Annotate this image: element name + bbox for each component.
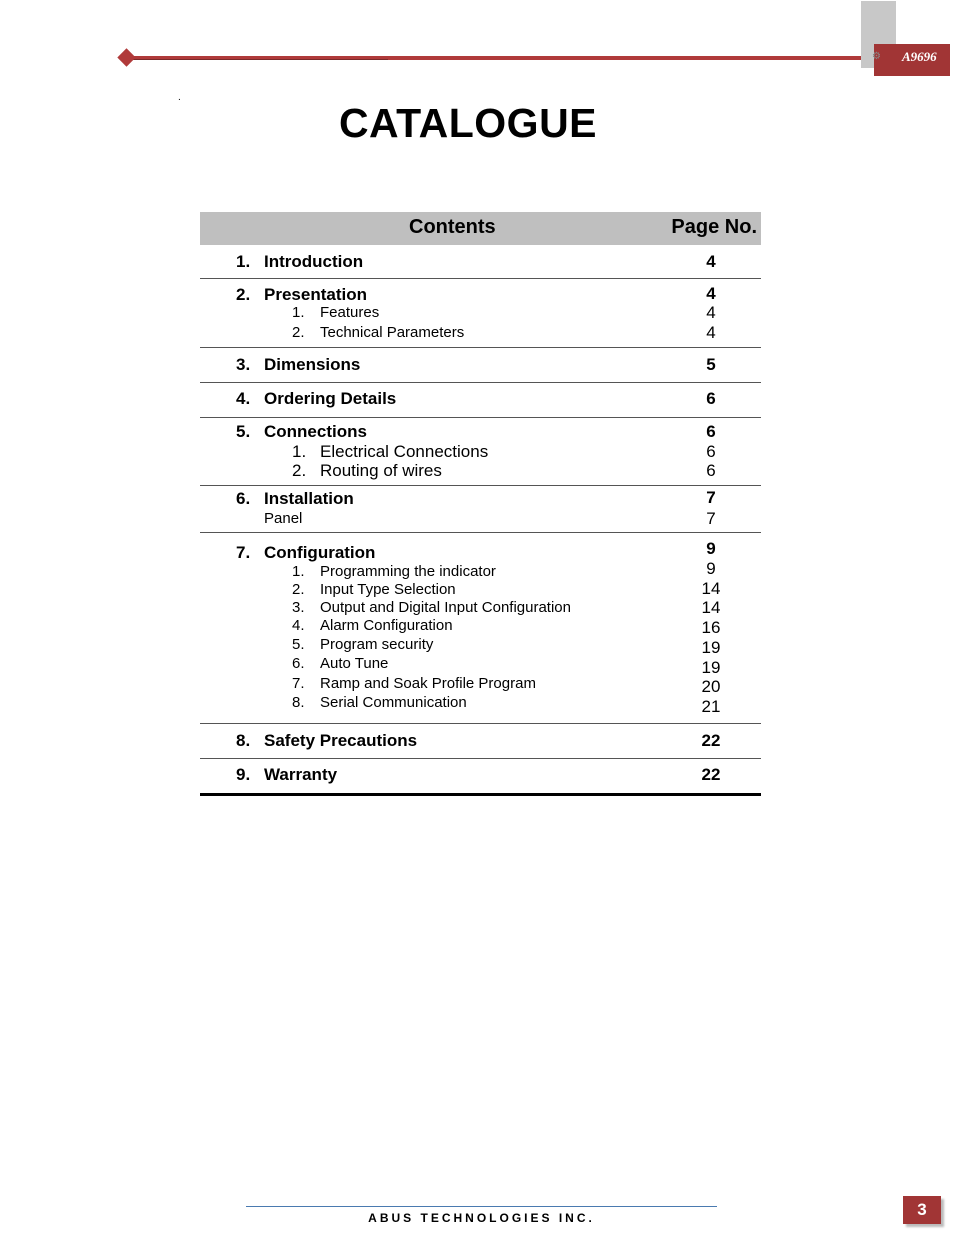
toc-row-safety-precautions[interactable] [200, 724, 761, 759]
toc-entry: 7. Configuration [236, 543, 376, 562]
header-rule-shadow [128, 59, 388, 60]
toc-subentry: 1. Programming the indicator [292, 563, 496, 580]
toc-subpage: 4 [706, 323, 716, 342]
toc-row-introduction[interactable] [200, 245, 761, 279]
toc-subpage: 14 [701, 598, 721, 617]
toc-header-contents: Contents [409, 216, 496, 238]
toc-subpage: 16 [701, 618, 721, 637]
toc-subentry: 8. Serial Communication [292, 694, 467, 711]
toc-subpage: 6 [706, 442, 716, 461]
toc-subpage: 6 [706, 461, 716, 480]
toc-row-configuration[interactable] [200, 533, 761, 724]
toc-subpage: 7 [706, 509, 716, 528]
toc-row-installation[interactable] [200, 486, 761, 533]
stray-dot: . [178, 92, 181, 103]
page-number: 3 [903, 1196, 941, 1224]
gear-icon: ⚙ [872, 51, 881, 62]
toc-subentry: 2. Routing of wires [292, 461, 442, 480]
toc-subentry: 1. Electrical Connections [292, 442, 489, 461]
toc-subpage: 4 [706, 303, 716, 322]
toc-page: 5 [706, 355, 716, 374]
toc-subentry: 2. Technical Parameters [292, 324, 465, 341]
toc-row-ordering-details[interactable] [200, 383, 761, 418]
footer-company: ABUS TECHNOLOGIES INC. [368, 1211, 595, 1225]
toc-entry: 9. Warranty [236, 765, 338, 784]
toc-page: 6 [706, 422, 716, 441]
toc-row-presentation[interactable] [200, 279, 761, 348]
toc-header-page: Page No. [671, 216, 757, 238]
toc-subpage: 20 [701, 677, 721, 696]
footer-rule [246, 1206, 717, 1207]
toc-row-connections[interactable] [200, 418, 761, 486]
toc-page: 7 [706, 488, 716, 507]
toc-subentry: 1. Features [292, 304, 380, 321]
toc-entry: 4. Ordering Details [236, 389, 397, 408]
table-of-contents [200, 212, 761, 796]
toc-subentry: 2. Input Type Selection [292, 581, 456, 598]
toc-entry: 1. Introduction [236, 252, 364, 271]
toc-row-warranty[interactable] [200, 759, 761, 796]
toc-subpage: 14 [701, 579, 721, 598]
toc-entry: 6. Installation [236, 489, 354, 508]
toc-entry: 8. Safety Precautions [236, 731, 418, 750]
toc-page: 9 [706, 539, 716, 558]
toc-subentry: 5. Program security [292, 636, 434, 653]
toc-header [200, 212, 761, 245]
toc-page: 4 [706, 284, 716, 303]
page-title: CATALOGUE [338, 100, 598, 146]
toc-subentry: 7. Ramp and Soak Profile Program [292, 675, 536, 692]
toc-subpage: 21 [701, 697, 721, 716]
toc-row-dimensions[interactable] [200, 348, 761, 383]
toc-subentry: 4. Alarm Configuration [292, 617, 453, 634]
header-diamond-icon [117, 48, 135, 66]
toc-page: 6 [706, 389, 716, 408]
toc-entry: 5. Connections [236, 422, 367, 441]
document-code: A9696 [902, 49, 937, 64]
toc-page: 22 [701, 731, 721, 750]
toc-entry: 3. Dimensions [236, 355, 361, 374]
toc-subpage: 19 [701, 658, 721, 677]
toc-subentry: Panel [264, 510, 303, 527]
toc-subentry: 3. Output and Digital Input Configuration [292, 599, 571, 616]
toc-entry: 2. Presentation [236, 285, 367, 304]
toc-subpage: 9 [706, 559, 716, 578]
toc-page: 22 [701, 765, 721, 784]
toc-subpage: 19 [701, 638, 721, 657]
toc-subentry: 6. Auto Tune [292, 655, 389, 672]
toc-page: 4 [706, 252, 716, 271]
